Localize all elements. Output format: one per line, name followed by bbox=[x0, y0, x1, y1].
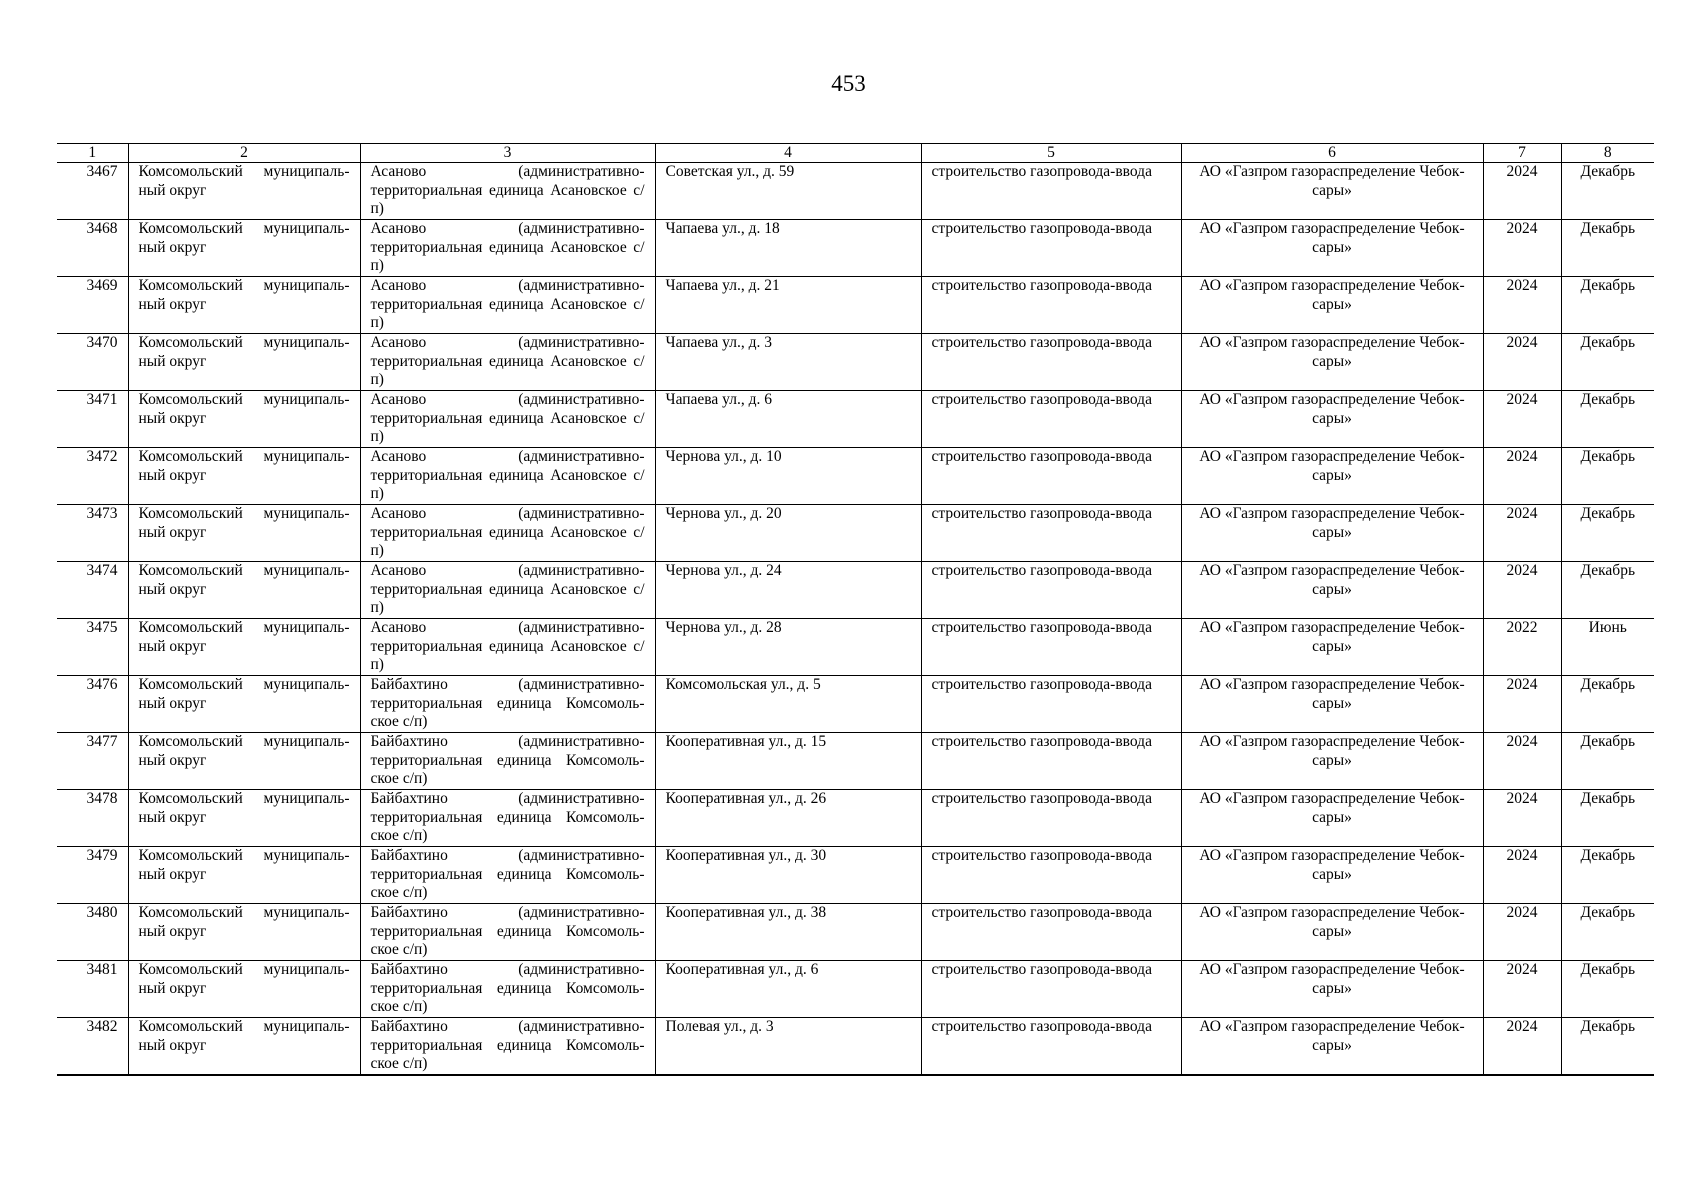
address-cell: Чапаева ул., д. 21 bbox=[655, 277, 921, 334]
table-row bbox=[57, 847, 1654, 904]
month-cell: Декабрь bbox=[1561, 961, 1654, 1018]
organization-cell: АО «Газпром газораспределение Чебок-сары» bbox=[1181, 391, 1483, 448]
district-cell: Комсомольский муниципаль-ный округ bbox=[128, 790, 360, 847]
year-cell: 2024 bbox=[1483, 1018, 1561, 1076]
organization-cell: АО «Газпром газораспределение Чебок-сары» bbox=[1181, 448, 1483, 505]
address-cell: Кооперативная ул., д. 30 bbox=[655, 847, 921, 904]
table-row bbox=[57, 961, 1654, 1018]
work-type-cell: строительство газопровода-ввода bbox=[921, 961, 1181, 1018]
month-cell: Декабрь bbox=[1561, 562, 1654, 619]
column-number-header-row bbox=[57, 144, 1654, 163]
organization-cell: АО «Газпром газораспределение Чебок-сары» bbox=[1181, 505, 1483, 562]
year-cell: 2022 bbox=[1483, 619, 1561, 676]
organization-cell: АО «Газпром газораспределение Чебок-сары» bbox=[1181, 904, 1483, 961]
row-number: 3470 bbox=[57, 334, 128, 391]
address-cell: Чернова ул., д. 20 bbox=[655, 505, 921, 562]
row-number: 3479 bbox=[57, 847, 128, 904]
address-cell: Чапаева ул., д. 6 bbox=[655, 391, 921, 448]
column-number-5: 5 bbox=[921, 144, 1181, 163]
table-row bbox=[57, 220, 1654, 277]
settlement-cell: Байбахтино (административно-территориальная единица Комсомоль-ское с/п) bbox=[360, 1018, 655, 1076]
district-cell: Комсомольский муниципаль-ный округ bbox=[128, 220, 360, 277]
settlement-cell: Байбахтино (административно-территориальная единица Комсомоль-ское с/п) bbox=[360, 904, 655, 961]
year-cell: 2024 bbox=[1483, 163, 1561, 220]
row-number: 3482 bbox=[57, 1018, 128, 1076]
month-cell: Декабрь bbox=[1561, 391, 1654, 448]
work-type-cell: строительство газопровода-ввода bbox=[921, 619, 1181, 676]
column-number-6: 6 bbox=[1181, 144, 1483, 163]
work-type-cell: строительство газопровода-ввода bbox=[921, 847, 1181, 904]
district-cell: Комсомольский муниципаль-ный округ bbox=[128, 163, 360, 220]
table-row bbox=[57, 448, 1654, 505]
work-type-cell: строительство газопровода-ввода bbox=[921, 505, 1181, 562]
row-number: 3468 bbox=[57, 220, 128, 277]
year-cell: 2024 bbox=[1483, 277, 1561, 334]
month-cell: Декабрь bbox=[1561, 676, 1654, 733]
address-cell: Чапаева ул., д. 18 bbox=[655, 220, 921, 277]
address-cell: Чернова ул., д. 10 bbox=[655, 448, 921, 505]
address-cell: Кооперативная ул., д. 38 bbox=[655, 904, 921, 961]
district-cell: Комсомольский муниципаль-ный округ bbox=[128, 334, 360, 391]
address-cell: Чернова ул., д. 28 bbox=[655, 619, 921, 676]
work-type-cell: строительство газопровода-ввода bbox=[921, 448, 1181, 505]
table-row bbox=[57, 505, 1654, 562]
table-row bbox=[57, 619, 1654, 676]
row-number: 3478 bbox=[57, 790, 128, 847]
organization-cell: АО «Газпром газораспределение Чебок-сары» bbox=[1181, 847, 1483, 904]
organization-cell: АО «Газпром газораспределение Чебок-сары» bbox=[1181, 1018, 1483, 1076]
address-cell: Кооперативная ул., д. 15 bbox=[655, 733, 921, 790]
work-type-cell: строительство газопровода-ввода bbox=[921, 277, 1181, 334]
district-cell: Комсомольский муниципаль-ный округ bbox=[128, 847, 360, 904]
table-row bbox=[57, 163, 1654, 220]
settlement-cell: Асаново (административно-территориальная единица Асановское с/п) bbox=[360, 448, 655, 505]
table-row bbox=[57, 790, 1654, 847]
column-number-2: 2 bbox=[128, 144, 360, 163]
month-cell: Декабрь bbox=[1561, 334, 1654, 391]
settlement-cell: Байбахтино (административно-территориальная единица Комсомоль-ское с/п) bbox=[360, 790, 655, 847]
district-cell: Комсомольский муниципаль-ный округ bbox=[128, 505, 360, 562]
settlement-cell: Байбахтино (административно-территориальная единица Комсомоль-ское с/п) bbox=[360, 676, 655, 733]
settlement-cell: Асаново (административно-территориальная единица Асановское с/п) bbox=[360, 505, 655, 562]
gas-pipeline-registry-table bbox=[57, 143, 1654, 1076]
work-type-cell: строительство газопровода-ввода bbox=[921, 790, 1181, 847]
organization-cell: АО «Газпром газораспределение Чебок-сары» bbox=[1181, 334, 1483, 391]
address-cell: Чапаева ул., д. 3 bbox=[655, 334, 921, 391]
settlement-cell: Асаново (административно-территориальная единица Асановское с/п) bbox=[360, 334, 655, 391]
work-type-cell: строительство газопровода-ввода bbox=[921, 733, 1181, 790]
year-cell: 2024 bbox=[1483, 733, 1561, 790]
work-type-cell: строительство газопровода-ввода bbox=[921, 1018, 1181, 1076]
table-row bbox=[57, 904, 1654, 961]
month-cell: Декабрь bbox=[1561, 220, 1654, 277]
district-cell: Комсомольский муниципаль-ный округ bbox=[128, 277, 360, 334]
settlement-cell: Байбахтино (административно-территориальная единица Комсомоль-ское с/п) bbox=[360, 847, 655, 904]
column-number-1: 1 bbox=[57, 144, 128, 163]
address-cell: Чернова ул., д. 24 bbox=[655, 562, 921, 619]
month-cell: Декабрь bbox=[1561, 277, 1654, 334]
table-row bbox=[57, 277, 1654, 334]
settlement-cell: Асаново (административно-территориальная единица Асановское с/п) bbox=[360, 277, 655, 334]
year-cell: 2024 bbox=[1483, 334, 1561, 391]
organization-cell: АО «Газпром газораспределение Чебок-сары» bbox=[1181, 676, 1483, 733]
month-cell: Декабрь bbox=[1561, 790, 1654, 847]
settlement-cell: Асаново (административно-территориальная единица Асановское с/п) bbox=[360, 619, 655, 676]
work-type-cell: строительство газопровода-ввода bbox=[921, 220, 1181, 277]
district-cell: Комсомольский муниципаль-ный округ bbox=[128, 448, 360, 505]
year-cell: 2024 bbox=[1483, 562, 1561, 619]
column-number-4: 4 bbox=[655, 144, 921, 163]
row-number: 3477 bbox=[57, 733, 128, 790]
organization-cell: АО «Газпром газораспределение Чебок-сары» bbox=[1181, 961, 1483, 1018]
district-cell: Комсомольский муниципаль-ный округ bbox=[128, 733, 360, 790]
month-cell: Декабрь bbox=[1561, 163, 1654, 220]
address-cell: Кооперативная ул., д. 26 bbox=[655, 790, 921, 847]
work-type-cell: строительство газопровода-ввода bbox=[921, 904, 1181, 961]
row-number: 3481 bbox=[57, 961, 128, 1018]
month-cell: Июнь bbox=[1561, 619, 1654, 676]
row-number: 3474 bbox=[57, 562, 128, 619]
work-type-cell: строительство газопровода-ввода bbox=[921, 334, 1181, 391]
column-number-8: 8 bbox=[1561, 144, 1654, 163]
settlement-cell: Асаново (административно-территориальная единица Асановское с/п) bbox=[360, 562, 655, 619]
year-cell: 2024 bbox=[1483, 448, 1561, 505]
row-number: 3475 bbox=[57, 619, 128, 676]
year-cell: 2024 bbox=[1483, 904, 1561, 961]
work-type-cell: строительство газопровода-ввода bbox=[921, 391, 1181, 448]
address-cell: Полевая ул., д. 3 bbox=[655, 1018, 921, 1076]
year-cell: 2024 bbox=[1483, 391, 1561, 448]
district-cell: Комсомольский муниципаль-ный округ bbox=[128, 562, 360, 619]
address-cell: Комсомольская ул., д. 5 bbox=[655, 676, 921, 733]
month-cell: Декабрь bbox=[1561, 448, 1654, 505]
district-cell: Комсомольский муниципаль-ный округ bbox=[128, 676, 360, 733]
month-cell: Декабрь bbox=[1561, 505, 1654, 562]
row-number: 3473 bbox=[57, 505, 128, 562]
address-cell: Советская ул., д. 59 bbox=[655, 163, 921, 220]
table-row bbox=[57, 562, 1654, 619]
settlement-cell: Асаново (административно-территориальная единица Асановское с/п) bbox=[360, 163, 655, 220]
year-cell: 2024 bbox=[1483, 961, 1561, 1018]
month-cell: Декабрь bbox=[1561, 733, 1654, 790]
work-type-cell: строительство газопровода-ввода bbox=[921, 676, 1181, 733]
district-cell: Комсомольский муниципаль-ный округ bbox=[128, 619, 360, 676]
table-row bbox=[57, 391, 1654, 448]
year-cell: 2024 bbox=[1483, 790, 1561, 847]
address-cell: Кооперативная ул., д. 6 bbox=[655, 961, 921, 1018]
district-cell: Комсомольский муниципаль-ный округ bbox=[128, 391, 360, 448]
organization-cell: АО «Газпром газораспределение Чебок-сары» bbox=[1181, 562, 1483, 619]
year-cell: 2024 bbox=[1483, 505, 1561, 562]
year-cell: 2024 bbox=[1483, 220, 1561, 277]
organization-cell: АО «Газпром газораспределение Чебок-сары» bbox=[1181, 619, 1483, 676]
table-row bbox=[57, 733, 1654, 790]
row-number: 3471 bbox=[57, 391, 128, 448]
month-cell: Декабрь bbox=[1561, 904, 1654, 961]
month-cell: Декабрь bbox=[1561, 847, 1654, 904]
organization-cell: АО «Газпром газораспределение Чебок-сары» bbox=[1181, 733, 1483, 790]
organization-cell: АО «Газпром газораспределение Чебок-сары» bbox=[1181, 790, 1483, 847]
work-type-cell: строительство газопровода-ввода bbox=[921, 163, 1181, 220]
settlement-cell: Асаново (административно-территориальная единица Асановское с/п) bbox=[360, 220, 655, 277]
page-number: 453 bbox=[831, 71, 866, 96]
organization-cell: АО «Газпром газораспределение Чебок-сары» bbox=[1181, 163, 1483, 220]
column-number-3: 3 bbox=[360, 144, 655, 163]
column-number-7: 7 bbox=[1483, 144, 1561, 163]
district-cell: Комсомольский муниципаль-ный округ bbox=[128, 961, 360, 1018]
row-number: 3472 bbox=[57, 448, 128, 505]
row-number: 3467 bbox=[57, 163, 128, 220]
settlement-cell: Байбахтино (административно-территориальная единица Комсомоль-ское с/п) bbox=[360, 733, 655, 790]
table-row bbox=[57, 676, 1654, 733]
row-number: 3469 bbox=[57, 277, 128, 334]
settlement-cell: Асаново (административно-территориальная единица Асановское с/п) bbox=[360, 391, 655, 448]
year-cell: 2024 bbox=[1483, 676, 1561, 733]
month-cell: Декабрь bbox=[1561, 1018, 1654, 1076]
table-row bbox=[57, 1018, 1654, 1076]
year-cell: 2024 bbox=[1483, 847, 1561, 904]
work-type-cell: строительство газопровода-ввода bbox=[921, 562, 1181, 619]
district-cell: Комсомольский муниципаль-ный округ bbox=[128, 904, 360, 961]
settlement-cell: Байбахтино (административно-территориальная единица Комсомоль-ское с/п) bbox=[360, 961, 655, 1018]
row-number: 3476 bbox=[57, 676, 128, 733]
organization-cell: АО «Газпром газораспределение Чебок-сары» bbox=[1181, 220, 1483, 277]
organization-cell: АО «Газпром газораспределение Чебок-сары» bbox=[1181, 277, 1483, 334]
district-cell: Комсомольский муниципаль-ный округ bbox=[128, 1018, 360, 1076]
row-number: 3480 bbox=[57, 904, 128, 961]
table-row bbox=[57, 334, 1654, 391]
